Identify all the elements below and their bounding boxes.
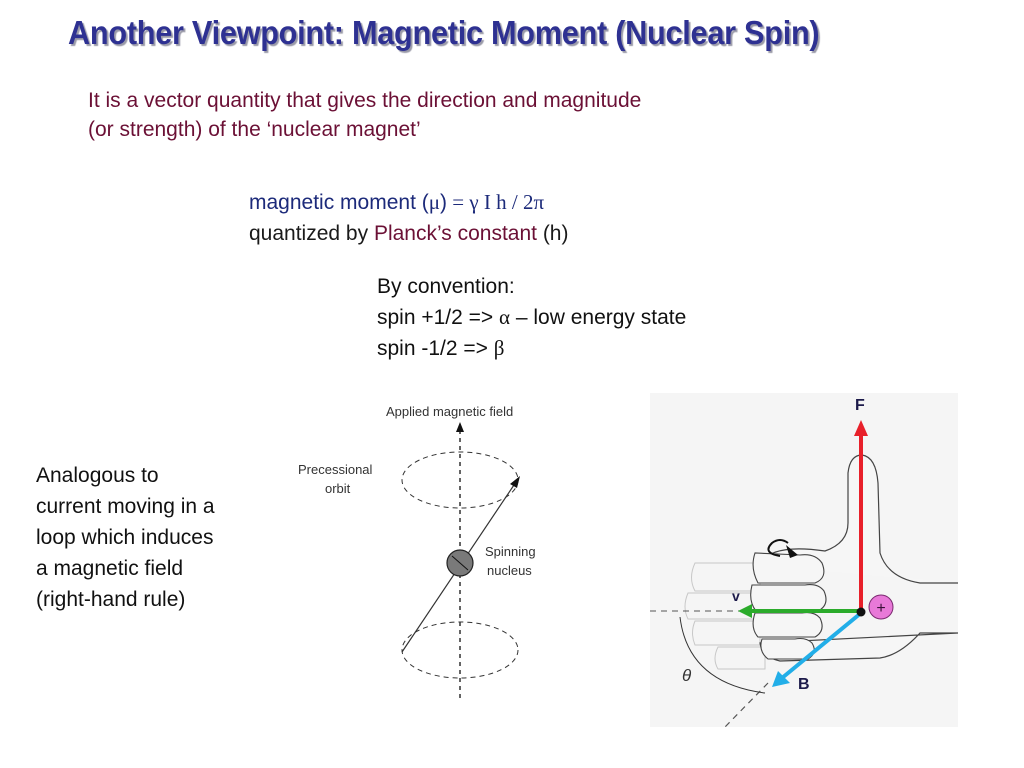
orbit-label-1: Precessional: [298, 462, 373, 477]
beta-symbol: β: [493, 336, 505, 360]
convention-heading: By convention:: [377, 275, 515, 298]
nucleus-label-1: Spinning: [485, 544, 536, 559]
orbit-label-2: orbit: [325, 481, 351, 496]
analogy-line: loop which induces: [36, 526, 214, 549]
right-hand-rule-figure: [650, 393, 958, 727]
formula-close: ): [440, 191, 447, 214]
spin-up-line: [377, 302, 686, 333]
ghost-fingers: [685, 563, 765, 669]
intro-line-2: (or strength) of the ‘nuclear magnet’: [88, 118, 421, 141]
precession-diagram: [290, 398, 560, 698]
mu-symbol: μ: [428, 190, 440, 214]
spin-arrow-icon: [510, 476, 520, 488]
analogy-line: current moving in a: [36, 495, 215, 518]
spin-convention: [377, 272, 686, 364]
spin-up-prefix: spin +1/2 =>: [377, 306, 500, 329]
formula-label: magnetic moment (: [249, 191, 429, 214]
origin-dot: [857, 608, 866, 617]
intro-text: [88, 86, 788, 144]
applied-field-label: Applied magnetic field: [386, 404, 514, 419]
quantized-line: [249, 218, 568, 249]
alpha-symbol: α: [499, 305, 511, 329]
spin-up-note: – low energy state: [510, 306, 687, 329]
field-arrow-icon: [456, 422, 464, 432]
force-arrowhead-icon: [854, 420, 868, 436]
formula-expression: = γ I h / 2π: [447, 190, 545, 214]
velocity-label: v: [732, 588, 740, 604]
intro-line-1: It is a vector quantity that gives the direction and magnitude: [88, 89, 642, 112]
field-label: B: [798, 676, 810, 693]
planck-constant: Planck’s constant: [373, 222, 537, 245]
charge-symbol: +: [876, 600, 886, 617]
quantized-prefix: quantized by: [249, 222, 374, 245]
precession-diagram-svg: [290, 398, 560, 698]
velocity-arrowhead-icon: [738, 604, 752, 618]
slide-title: Another Viewpoint: Magnetic Moment (Nuclear Spin): [68, 14, 820, 51]
quantized-suffix: (h): [536, 222, 569, 245]
nucleus-label-2: nucleus: [487, 563, 532, 578]
magnetic-moment-formula: [249, 187, 568, 249]
formula-line: [249, 187, 568, 218]
force-label: F: [855, 397, 865, 414]
analogy-text: [36, 460, 266, 615]
analogy-line: (right-hand rule): [36, 588, 186, 611]
analogy-line: a magnetic field: [36, 557, 184, 580]
spin-down-prefix: spin -1/2 =>: [377, 337, 494, 360]
analogy-line: Analogous to: [36, 464, 159, 487]
spin-down-line: [377, 333, 686, 364]
right-hand-svg: [650, 393, 958, 727]
angle-label: θ: [682, 666, 692, 685]
